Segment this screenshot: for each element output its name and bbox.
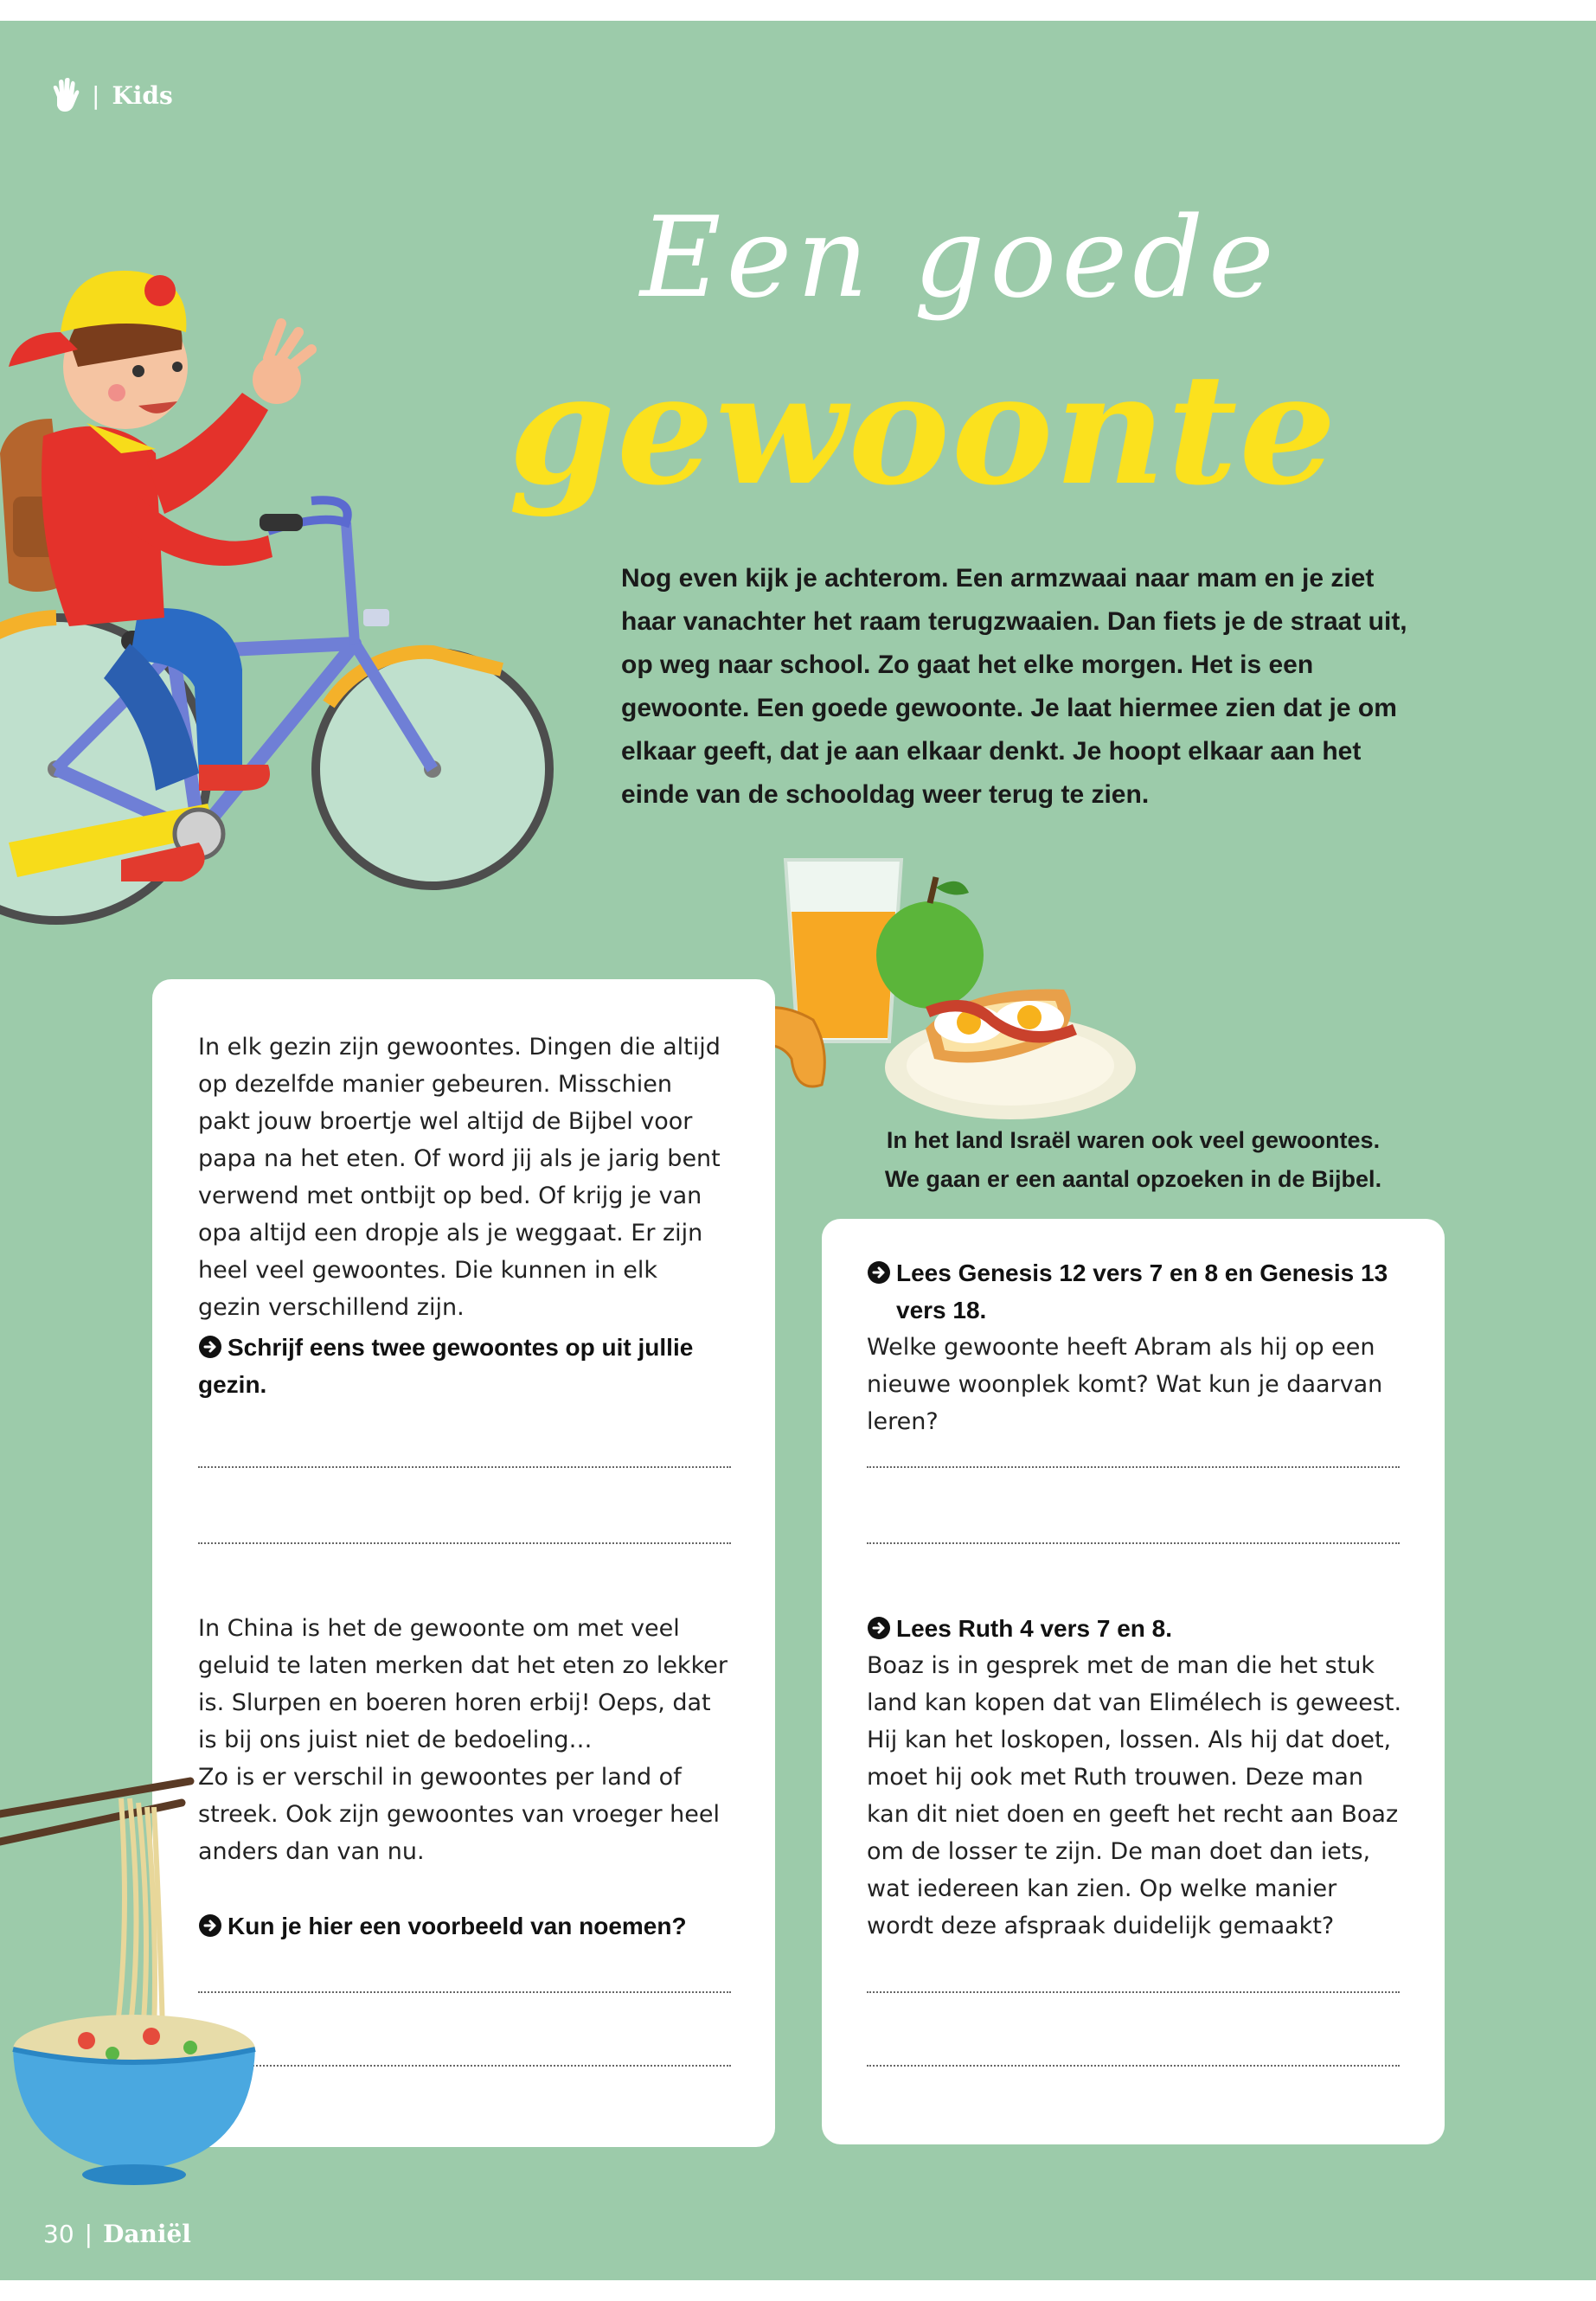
regional-habits-text: Zo is er verschil in gewoontes per land of streek. Ook zijn gewoontes van vroeger heel anders dan van nu.	[198, 1764, 720, 1865]
answer-line[interactable]	[198, 1991, 731, 1993]
section-separator: |	[92, 80, 100, 110]
family-habits-question	[198, 1329, 717, 1403]
example-question	[198, 1907, 717, 1945]
magazine-page	[0, 21, 1596, 2280]
hand-icon	[50, 78, 80, 112]
page-footer	[43, 2220, 191, 2248]
israel-intro-line-2: We gaan er een aantal opzoeken in de Bijbel.	[884, 1166, 1382, 1192]
genesis-heading-label: Lees Genesis 12 vers 7 en 8 en Genesis 13 vers 18.	[896, 1259, 1388, 1324]
china-habits-text: In China is het de gewoonte om met veel geluid te laten merken dat het eten zo lekker is. Slurpen en boeren horen erbij! Oeps, dat is bij ons juist niet de bedoeling…	[198, 1615, 727, 1753]
answer-line[interactable]	[867, 2065, 1400, 2067]
magazine-name: Daniël	[103, 2220, 191, 2248]
answer-line[interactable]	[198, 2065, 731, 2067]
family-habits-question-label: Schrijf eens twee gewoontes op uit jullie gezin.	[198, 1334, 694, 1398]
ruth-heading	[867, 1610, 1386, 1647]
answer-line[interactable]	[867, 1991, 1400, 1993]
example-question-label: Kun je hier een voorbeeld van noemen?	[228, 1913, 687, 1939]
ruth-text: Boaz is in gesprek met de man die het stuk land kan kopen dat van Elimélech is geweest. Hij kan het loskopen, lossen. Als hij dat doet, moet hij ook met Ruth trouwen. Deze man kan dit niet doen en geeft het recht aan Boaz om de losser te zijn. De man doet dan iets, wat iedereen kan zien. Op welke manier wordt deze afspraak duidelijk gemaakt?	[867, 1652, 1402, 1939]
ruth-heading-label: Lees Ruth 4 vers 7 en 8.	[896, 1615, 1173, 1642]
israel-intro-line-1: In het land Israël waren ook veel gewoontes.	[886, 1127, 1381, 1153]
page-number: 30	[43, 2220, 74, 2248]
family-habits-text: In elk gezin zijn gewoontes. Dingen die altijd op dezelfde manier gebeuren. Misschien pakt jouw broertje wel altijd de Bijbel voor papa na het eten. Of word jij als je jarig bent verwend met ontbijt op bed. Of krijg je van opa altijd een dropje als je weggaat. Er zijn heel veel gewoontes. Die kunnen in elk gezin verschillend zijn.	[198, 1034, 721, 1321]
genesis-text: Welke gewoonte heeft Abram als hij op een nieuwe woonplek komt? Wat kun je daarvan leren?	[867, 1334, 1383, 1435]
intro-paragraph: Nog even kijk je achterom. Een armzwaai naar mam en je ziet haar vanachter het raam terugzwaaien. Dan fiets je de straat uit, op weg naar school. Zo gaat het elke morgen. Het is een gewoonte. Een goede gewoonte. Je laat hiermee zien dat je om elkaar geeft, dat je aan elkaar denkt. Je hoopt elkaar aan het einde van de schooldag weer terug te zien.	[621, 564, 1407, 809]
title-line-2: gewoonte	[509, 340, 1338, 519]
arrow-right-circle-icon	[867, 1616, 891, 1640]
footer-separator: |	[84, 2220, 93, 2248]
answer-line[interactable]	[867, 1466, 1400, 1468]
answer-line[interactable]	[198, 1466, 731, 1468]
genesis-heading	[867, 1254, 1415, 1329]
title-line-1: Een goede	[640, 194, 1279, 323]
answer-line[interactable]	[867, 1542, 1400, 1544]
answer-line[interactable]	[198, 1542, 731, 1544]
boy-on-bicycle-illustration	[0, 237, 588, 998]
section-label: Kids	[112, 80, 173, 110]
arrow-right-circle-icon	[198, 1335, 222, 1359]
noodle-bowl-illustration	[0, 1755, 268, 2205]
israel-intro	[830, 1121, 1436, 1199]
arrow-right-circle-icon	[867, 1260, 891, 1285]
section-tag	[50, 78, 173, 112]
